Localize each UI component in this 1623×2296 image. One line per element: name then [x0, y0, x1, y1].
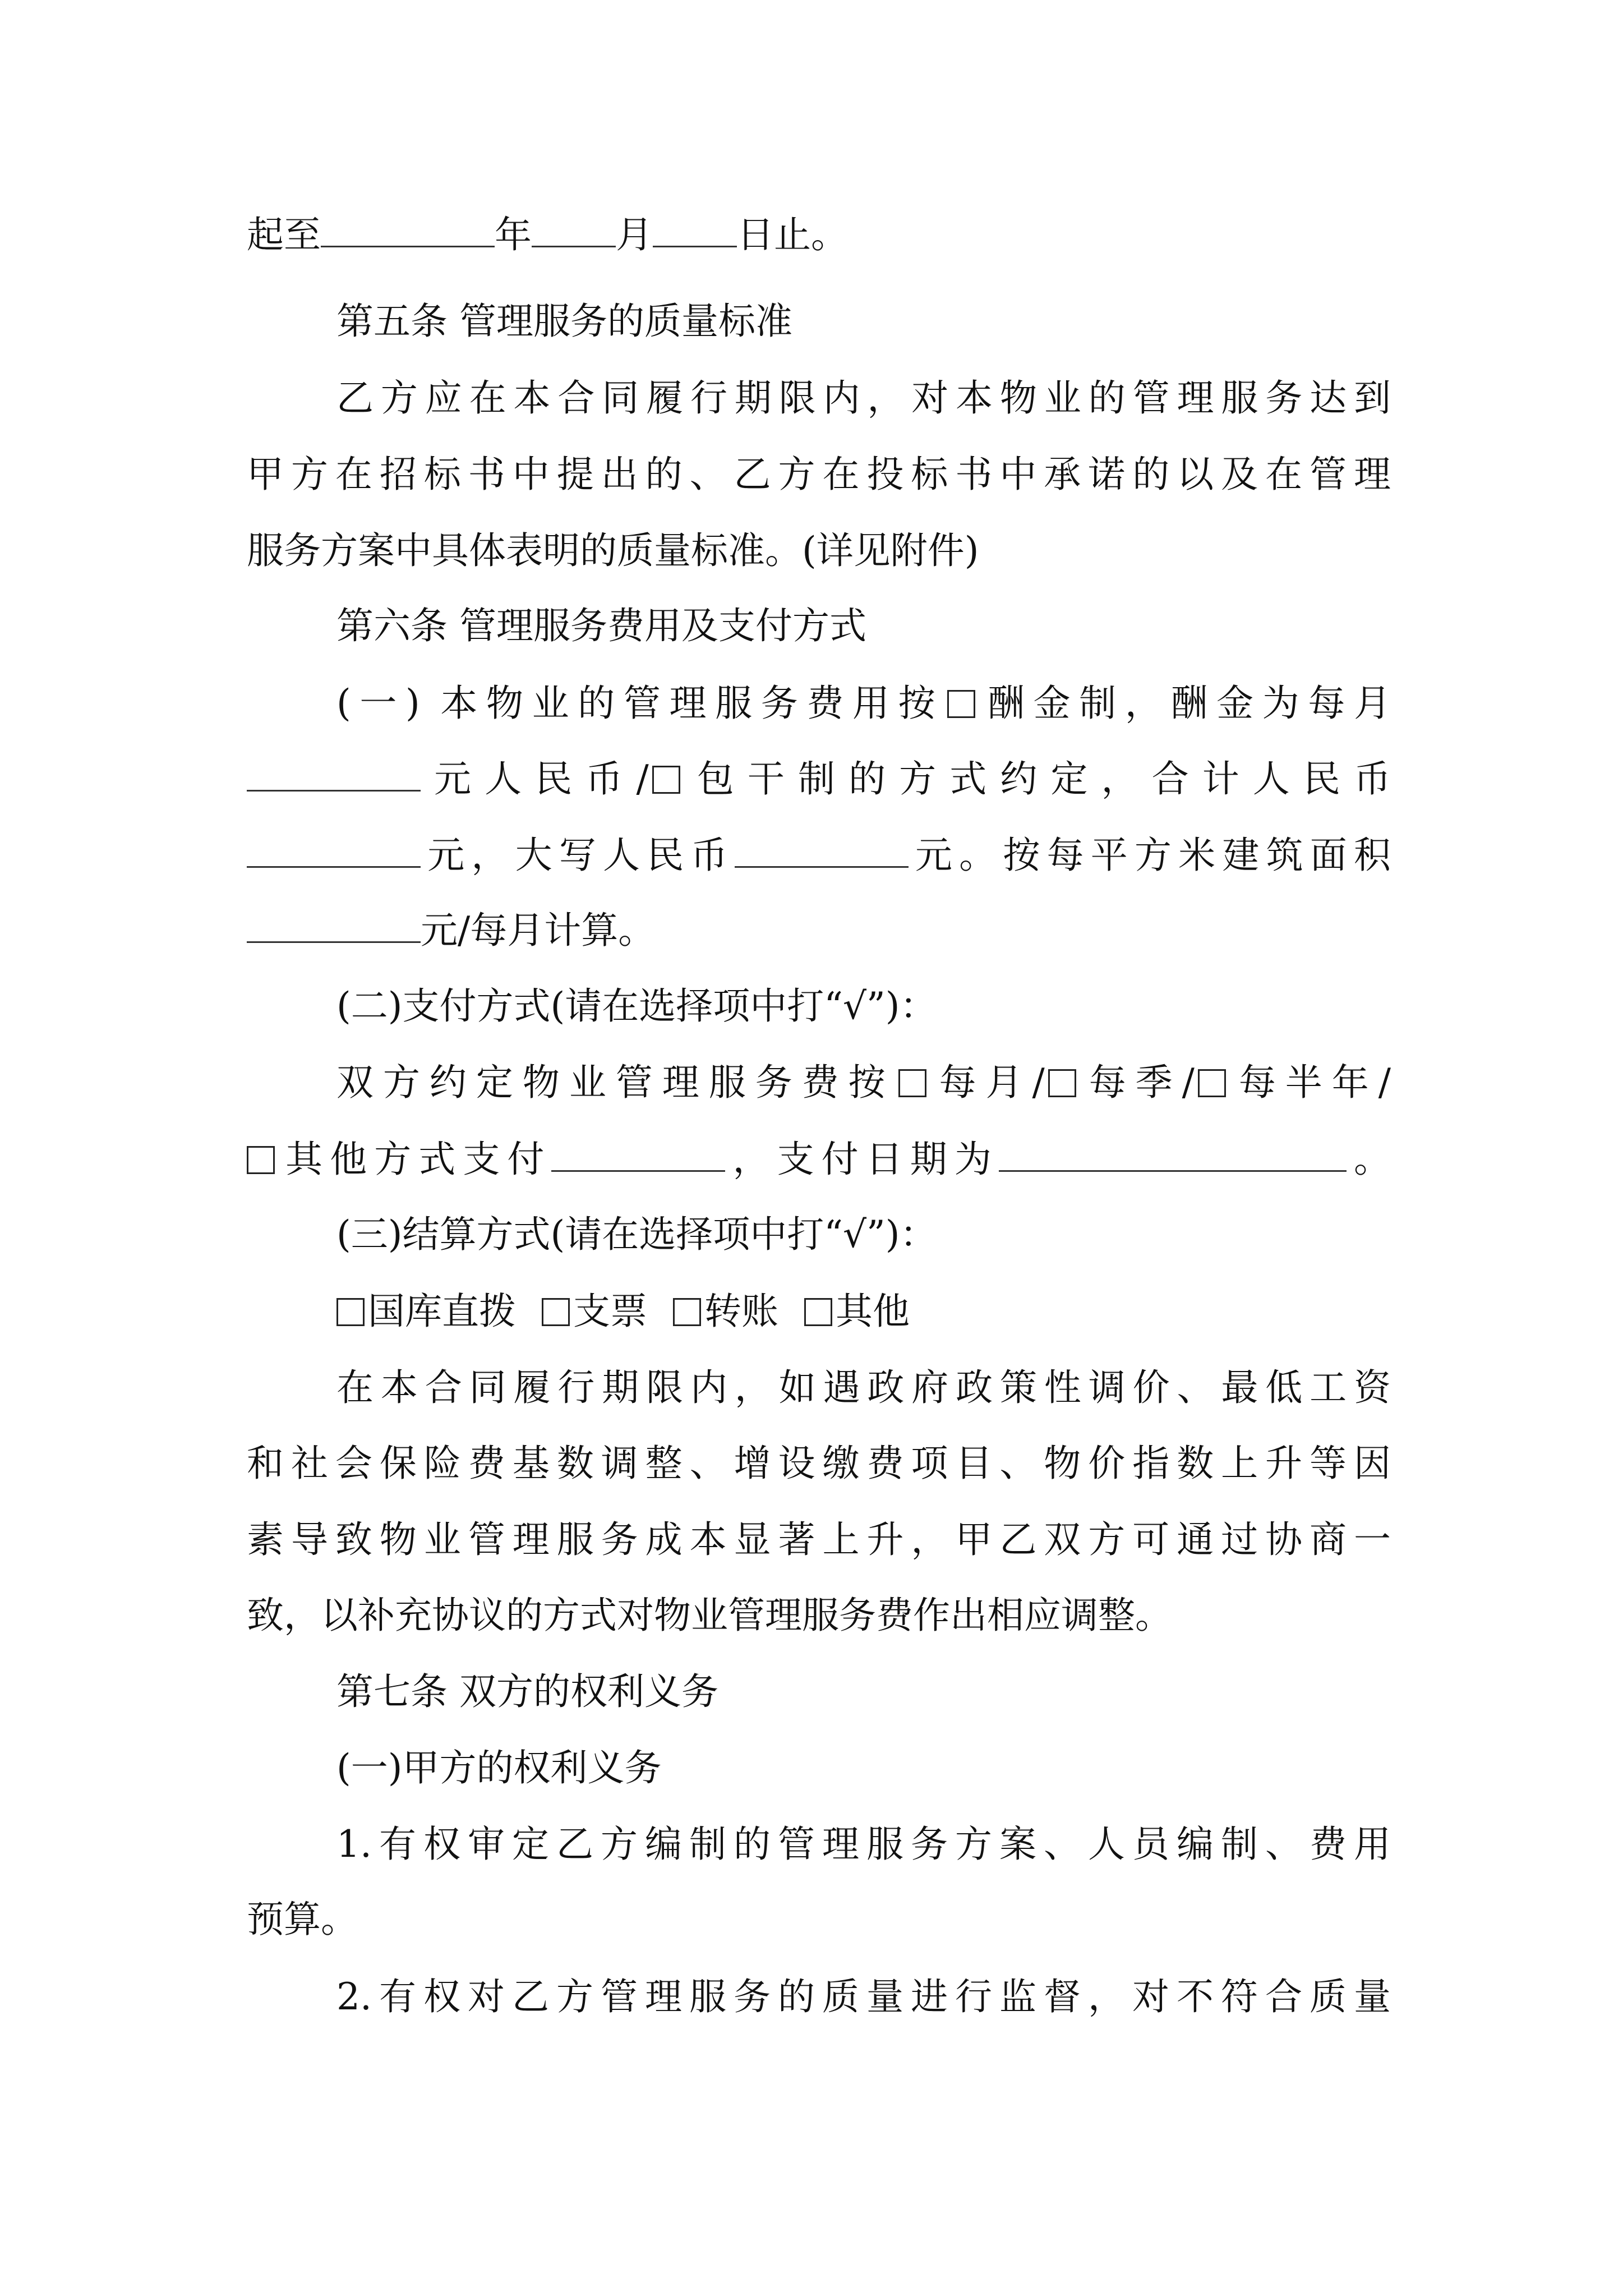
paragraph-line: 1.有权审定乙方编制的管理服务方案、人员编制、费用 [336, 1823, 1391, 1866]
year-blank [321, 209, 495, 247]
paragraph-line: 在本合同履行期限内，如遇政府政策性调价、最低工资 [336, 1366, 1391, 1409]
paragraph-line: 致，以补充协议的方式对物业管理服务费作出相应调整。 [247, 1594, 1172, 1637]
checkbox[interactable] [1048, 1069, 1076, 1097]
amount-blank [247, 904, 421, 943]
text: 每季/ [1079, 1061, 1195, 1104]
option-label: 国库直拨 [368, 1290, 516, 1333]
date-blank [999, 1133, 1347, 1172]
paragraph-line: 2.有权对乙方管理服务的质量进行监督，对不符合质量 [336, 1975, 1391, 2018]
text: 包干制的方式约定，合计人民币 [683, 757, 1391, 800]
text: 元/每月计算。 [421, 909, 656, 952]
amount-blank [247, 829, 421, 868]
paragraph-line: 乙方应在本合同履行期限内，对本物业的管理服务达到 [336, 376, 1391, 420]
text: 月 [616, 213, 653, 256]
amount-blank [735, 829, 909, 868]
option-label: 转账 [704, 1290, 778, 1333]
checkbox[interactable] [898, 1069, 926, 1097]
text: 酬金制，酬金为每月 [979, 682, 1391, 725]
text: ，支付日期为 [725, 1138, 999, 1181]
amount-blank [247, 753, 421, 792]
text: 。 [1346, 1138, 1391, 1181]
checkbox[interactable] [247, 1146, 275, 1174]
party-a-heading: (一)甲方的权利义务 [336, 1746, 662, 1789]
paragraph-line: 服务方案中具体表明的质量标准。(详见附件) [247, 529, 979, 572]
paragraph-line: 素导致物业管理服务成本显著上升，甲乙双方可通过协商一 [247, 1518, 1391, 1561]
text: 元。按每平方米建筑面积 [908, 834, 1391, 877]
checkbox[interactable] [947, 690, 975, 718]
text: 年 [495, 213, 532, 256]
checkbox[interactable] [804, 1298, 832, 1326]
text: 元人民币/ [421, 757, 649, 800]
month-blank [532, 209, 616, 247]
payment-line-2 [247, 1133, 1391, 1185]
payment-line-1 [336, 1057, 1391, 1108]
fee-line-4 [247, 904, 1391, 956]
article-7-heading: 第七条 双方的权利义务 [336, 1670, 718, 1713]
checkbox[interactable] [1198, 1069, 1226, 1097]
paragraph-line: 预算。 [247, 1898, 358, 1941]
text: (一) 本物业的管理服务费用按 [336, 682, 944, 725]
text: 双方约定物业管理服务费按 [336, 1061, 895, 1104]
fee-line-1 [336, 678, 1391, 729]
method-blank [551, 1133, 725, 1172]
option-label: 其他 [836, 1290, 910, 1333]
day-blank [653, 209, 737, 247]
option-label: 支票 [573, 1290, 647, 1333]
paragraph-line: 和社会保险费基数调整、增设缴费项目、物价指数上升等因 [247, 1442, 1391, 1485]
payment-heading: (二)支付方式(请在选择项中打“√”)： [336, 984, 937, 1028]
text: 起至 [247, 213, 321, 256]
text: 每月/ [929, 1061, 1045, 1104]
text: 日止。 [737, 213, 848, 256]
fee-line-2 [247, 753, 1391, 804]
fee-line-3 [247, 829, 1391, 881]
checkbox[interactable] [542, 1298, 570, 1326]
checkbox[interactable] [336, 1298, 365, 1326]
settlement-heading: (三)结算方式(请在选择项中打“√”)： [336, 1213, 937, 1256]
article-6-heading: 第六条 管理服务费用及支付方式 [336, 604, 866, 647]
term-end-line [247, 209, 1391, 260]
text: 元，大写人民币 [421, 834, 735, 877]
text: 其他方式支付 [278, 1138, 552, 1181]
text: 每半年/ [1229, 1061, 1391, 1104]
article-5-heading: 第五条 管理服务的质量标准 [336, 300, 792, 343]
checkbox[interactable] [673, 1298, 701, 1326]
paragraph-line: 甲方在招标书中提出的、乙方在投标书中承诺的以及在管理 [247, 453, 1391, 496]
settlement-options [336, 1286, 1391, 1337]
checkbox[interactable] [652, 766, 680, 794]
